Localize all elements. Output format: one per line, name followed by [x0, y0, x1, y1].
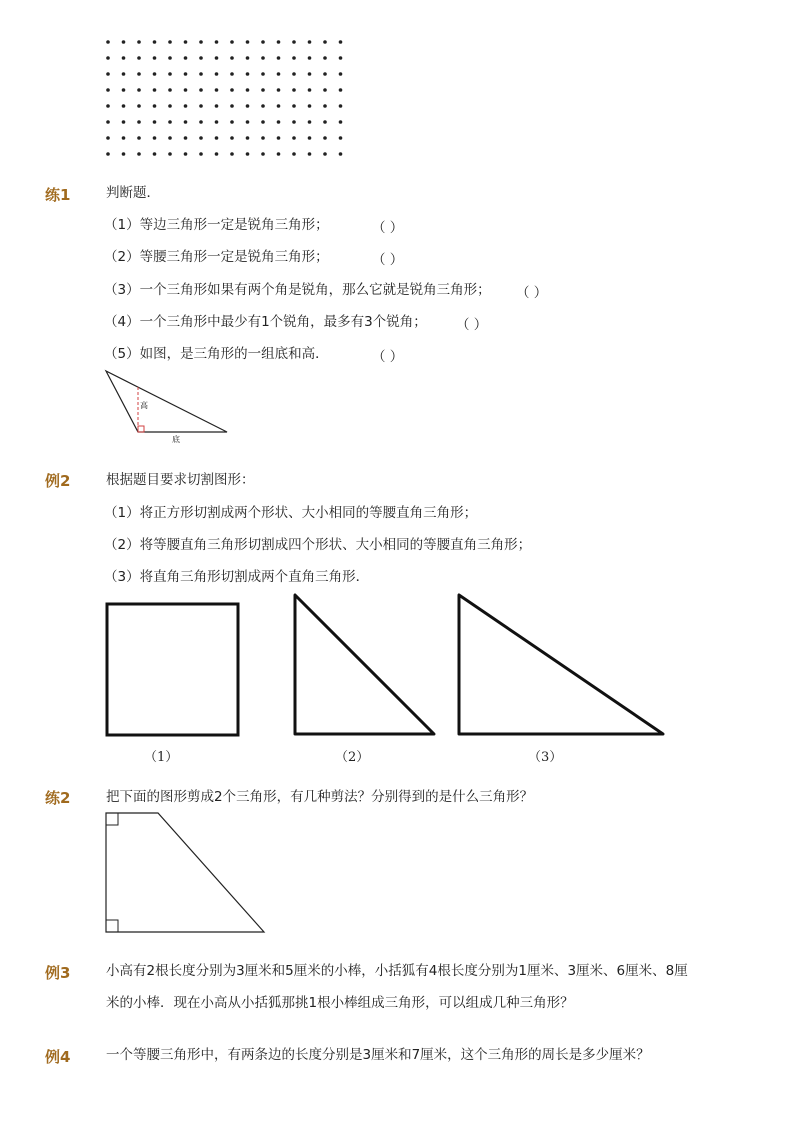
grid-dot: [168, 136, 172, 140]
grid-dot: [230, 120, 234, 124]
grid-dot: [277, 56, 281, 60]
grid-dot: [323, 88, 327, 92]
grid-dot: [153, 88, 157, 92]
grid-dot: [230, 152, 234, 156]
grid-dot: [246, 136, 250, 140]
grid-dot: [122, 40, 126, 44]
grid-dot: [339, 120, 343, 124]
grid-dot: [184, 136, 188, 140]
grid-dot: [153, 152, 157, 156]
grid-dot: [246, 120, 250, 124]
grid-dot: [339, 56, 343, 60]
grid-dot: [323, 56, 327, 60]
grid-dot: [153, 136, 157, 140]
grid-dot: [153, 40, 157, 44]
isosceles-right-triangle: [295, 595, 434, 734]
grid-dot: [184, 120, 188, 124]
grid-dot: [106, 152, 110, 156]
grid-dot: [308, 152, 312, 156]
grid-dot: [246, 152, 250, 156]
answer-blank: （ ）: [372, 252, 404, 268]
grid-dot: [292, 136, 296, 140]
grid-dot: [261, 72, 265, 76]
grid-dot: [168, 72, 172, 76]
answer-blank: （ ）: [372, 349, 404, 365]
grid-dot: [277, 88, 281, 92]
grid-dot: [153, 72, 157, 76]
grid-dot: [199, 120, 203, 124]
grid-dot: [215, 136, 219, 140]
grid-dot: [323, 40, 327, 44]
grid-dot: [122, 88, 126, 92]
grid-dot: [339, 88, 343, 92]
grid-dot: [261, 56, 265, 60]
grid-dot: [215, 104, 219, 108]
grid-dot: [153, 56, 157, 60]
grid-dot: [308, 120, 312, 124]
grid-dot: [106, 72, 110, 76]
grid-dot: [137, 104, 141, 108]
exercise-label-li2: 例2: [45, 472, 71, 490]
answer-blank: （ ）: [516, 285, 548, 301]
grid-dot: [246, 56, 250, 60]
grid-dot: [292, 72, 296, 76]
grid-dot: [277, 72, 281, 76]
grid-dot: [292, 152, 296, 156]
grid-dot: [168, 152, 172, 156]
grid-dot: [122, 56, 126, 60]
grid-dot: [199, 88, 203, 92]
grid-dot: [122, 120, 126, 124]
base-label: 底: [172, 435, 180, 444]
exercise-label-lian1: 练1: [45, 186, 71, 204]
grid-dot: [215, 88, 219, 92]
grid-dot: [277, 40, 281, 44]
grid-dot: [261, 152, 265, 156]
grid-dot: [277, 104, 281, 108]
problem-line: 一个等腰三角形中，有两条边的长度分别是3厘米和7厘米，这个三角形的周长是多少厘米？: [106, 1047, 650, 1063]
problem-line: 米的小棒．现在小高从小括狐那挑1根小棒组成三角形，可以组成几种三角形？: [106, 995, 574, 1011]
grid-dot: [137, 136, 141, 140]
grid-dot: [277, 120, 281, 124]
grid-dot: [292, 88, 296, 92]
question-item: （1）等边三角形一定是锐角三角形；: [104, 217, 329, 233]
grid-dot: [261, 136, 265, 140]
exercise-label-li4: 例4: [45, 1048, 71, 1066]
grid-dot: [339, 152, 343, 156]
grid-dot: [323, 120, 327, 124]
grid-dot: [215, 120, 219, 124]
exercise-title: 判断题．: [106, 185, 160, 201]
grid-dot: [168, 104, 172, 108]
grid-dot: [230, 40, 234, 44]
right-triangle: [459, 595, 663, 734]
grid-dot: [339, 40, 343, 44]
grid-dot: [323, 136, 327, 140]
grid-dot: [168, 56, 172, 60]
grid-dot: [215, 72, 219, 76]
grid-dot: [199, 152, 203, 156]
obtuse-triangle-figure: [100, 365, 240, 445]
grid-dot: [230, 72, 234, 76]
grid-dot: [199, 72, 203, 76]
grid-dot: [137, 120, 141, 124]
figure-label-1: （1）: [144, 750, 179, 765]
exercise-label-li3: 例3: [45, 964, 71, 982]
grid-dot: [246, 88, 250, 92]
grid-dot: [199, 136, 203, 140]
grid-dot: [106, 40, 110, 44]
grid-dot: [230, 88, 234, 92]
exercise-title: 根据题目要求切割图形：: [106, 472, 255, 488]
grid-dot: [339, 72, 343, 76]
shapes-figure: [100, 590, 680, 740]
figure-label-2: （2）: [335, 750, 370, 765]
grid-dot: [106, 56, 110, 60]
grid-dot: [339, 104, 343, 108]
grid-dot: [277, 152, 281, 156]
question-item: （2）将等腰直角三角形切割成四个形状、大小相同的等腰直角三角形；: [104, 537, 532, 553]
grid-dot: [199, 40, 203, 44]
grid-dot: [261, 88, 265, 92]
grid-dot: [184, 56, 188, 60]
grid-dot: [246, 72, 250, 76]
grid-dot: [122, 136, 126, 140]
dot-grid: [100, 35, 360, 165]
grid-dot: [308, 72, 312, 76]
grid-dot: [137, 72, 141, 76]
grid-dot: [261, 104, 265, 108]
grid-dot: [184, 104, 188, 108]
grid-dot: [106, 136, 110, 140]
grid-dot: [168, 40, 172, 44]
grid-dot: [230, 136, 234, 140]
exercise-label-lian2: 练2: [45, 789, 71, 807]
square-shape: [107, 604, 238, 735]
grid-dot: [199, 56, 203, 60]
grid-dot: [199, 104, 203, 108]
grid-dot: [184, 88, 188, 92]
grid-dot: [246, 104, 250, 108]
grid-dot: [323, 72, 327, 76]
grid-dot: [215, 40, 219, 44]
grid-dot: [122, 152, 126, 156]
trapezoid-figure: [100, 808, 280, 938]
grid-dot: [168, 120, 172, 124]
grid-dot: [137, 152, 141, 156]
grid-dot: [106, 104, 110, 108]
grid-dot: [308, 56, 312, 60]
grid-dot: [339, 136, 343, 140]
grid-dot: [168, 88, 172, 92]
grid-dot: [323, 152, 327, 156]
grid-dot: [137, 40, 141, 44]
grid-dot: [106, 120, 110, 124]
grid-dot: [292, 40, 296, 44]
grid-dot: [122, 104, 126, 108]
question-item: （1）将正方形切割成两个形状、大小相同的等腰直角三角形；: [104, 505, 478, 521]
grid-dot: [246, 40, 250, 44]
grid-dot: [292, 104, 296, 108]
grid-dot: [137, 56, 141, 60]
grid-dot: [230, 104, 234, 108]
grid-dot: [292, 56, 296, 60]
grid-dot: [215, 56, 219, 60]
grid-dot: [215, 152, 219, 156]
grid-dot: [184, 40, 188, 44]
grid-dot: [261, 40, 265, 44]
grid-dot: [153, 104, 157, 108]
grid-dot: [153, 120, 157, 124]
problem-line: 小高有2根长度分别为3厘米和5厘米的小棒，小括狐有4根长度分别为1厘米、3厘米、6厘米、8厘: [106, 963, 688, 979]
grid-dot: [122, 72, 126, 76]
grid-dot: [323, 104, 327, 108]
figure-label-3: （3）: [528, 750, 563, 765]
question-item: （4）一个三角形中最少有1个锐角，最多有3个锐角；: [104, 314, 427, 330]
grid-dot: [308, 136, 312, 140]
question-item: （3）一个三角形如果有两个角是锐角，那么它就是锐角三角形；: [104, 282, 491, 298]
grid-dot: [230, 56, 234, 60]
question-item: （2）等腰三角形一定是锐角三角形；: [104, 249, 329, 265]
question-item: （3）将直角三角形切割成两个直角三角形．: [104, 569, 370, 585]
grid-dot: [308, 104, 312, 108]
answer-blank: （ ）: [456, 317, 488, 333]
grid-dot: [137, 88, 141, 92]
grid-dot: [261, 120, 265, 124]
answer-blank: （ ）: [372, 220, 404, 236]
grid-dot: [277, 136, 281, 140]
grid-dot: [184, 152, 188, 156]
grid-dot: [184, 72, 188, 76]
exercise-title: 把下面的图形剪成2个三角形，有几种剪法？分别得到的是什么三角形？: [106, 789, 534, 805]
grid-dot: [308, 40, 312, 44]
grid-dot: [106, 88, 110, 92]
grid-dot: [308, 88, 312, 92]
question-item: （5）如图，是三角形的一组底和高．: [104, 346, 329, 362]
grid-dot: [292, 120, 296, 124]
height-label: 高: [140, 401, 148, 410]
